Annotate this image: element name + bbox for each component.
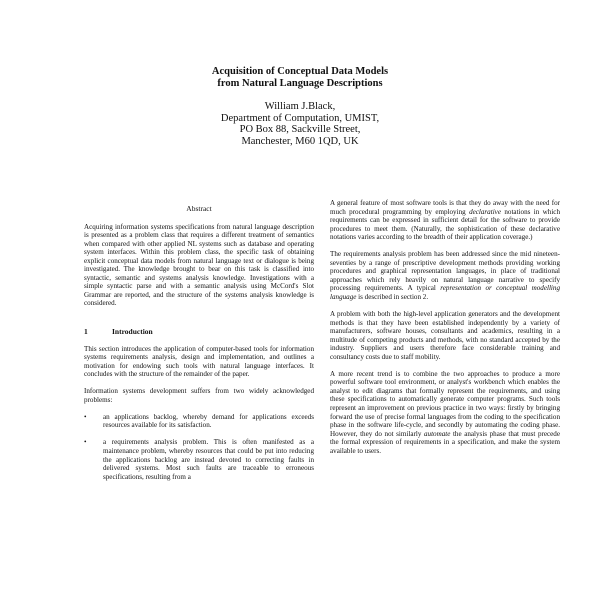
author-address: PO Box 88, Sackville Street, xyxy=(239,124,361,135)
intro-paragraph: This section introduces the application of computer-based tools for information systems requirements analysis, design and implementation, and outlines a motivation for endowing such tools with natural language interfaces. It concludes with the structure of the remainder of the paper. xyxy=(84,344,314,379)
problem-list xyxy=(84,413,314,481)
section-number: 1 xyxy=(84,327,88,337)
title-line: from Natural Language Descriptions xyxy=(217,78,383,89)
body-paragraph: A more recent trend is to combine the two approaches to produce a more powerful software tool environment, or analyst's workbench which enables the analyst to edit diagrams that formally represent the requirements, and using these specifications to automatically generate computer programs. Such tools represent an improvement on previous practice in two ways: firstly by bringing forward the use of precise formal languages from the coding to the specification phase in the software life-cycle, and secondly by automating the coding phase. However, they do not similarly automate the analysis phase that must precede the formal expression of requirements in a specification, and make the system available to users. xyxy=(330,369,560,455)
emphasis: representation or conceptual modelling language xyxy=(330,284,560,301)
section-title: Introduction xyxy=(112,327,153,337)
intro-paragraph: Information systems development suffers from two widely acknowledged problems: xyxy=(84,387,314,404)
list-item xyxy=(84,413,314,430)
paper-title xyxy=(150,66,450,90)
emphasis: declarative xyxy=(469,207,501,216)
body-paragraph: A problem with both the high-level application generators and the development methods is that they have been established independently by a variety of manufacturers, software houses, consultants and academics, resulting in a multitude of competing products and methods, with no standard accepted by the industry. Suppliers and users therefore face considerable training and consultancy costs due to staff mobility. xyxy=(330,310,560,361)
abstract-heading: Abstract xyxy=(186,204,212,213)
author-affiliation: Department of Computation, UMIST, xyxy=(220,112,380,124)
body-paragraph: The requirements analysis problem has been addressed since the mid nineteen-seventies by a range of prescriptive development methods providing working procedures and graphical representation languages, in place of traditional approaches which rely heavily on natural language narrative to specify processing requirements. A typical representation or conceptual modelling language is described in section 2. xyxy=(330,250,560,301)
section-heading xyxy=(84,328,314,337)
body-paragraph: A general feature of most software tools is that they do away with the need for much procedural programming by employing declarative notations in which requirements can be expressed in sufficient detail for the software to provide procedures to meet them. (Naturally, the sophistication of these declarative notations varies according to the breadth of their application coverage.) xyxy=(330,199,560,242)
abstract-text: Acquiring information systems specifications from natural language description is presented as a problem class that requires a different treatment of semantics when compared with other applied NL systems such as database and operating system interfaces. Within this problem class, the specific task of obtaining explicit conceptual data models from natural language text or dialogue is being investigated. The knowledge brought to bear on this task is classified into syntactic, semantic and systems analysis knowledge. Investigations with a simple syntactic parse and with a semantic analysis using McCord's Slot Grammar are reported, and the structure of the systems analysis knowledge is considered. xyxy=(84,222,314,308)
bullet-icon: • xyxy=(84,412,87,421)
right-column xyxy=(330,199,560,464)
title-line: Acquisition of Conceptual Data Models xyxy=(211,66,389,77)
list-item xyxy=(84,438,314,481)
list-item-text: a requirements analysis problem. This is often manifested as a maintenance problem, whereby resources that could be put into reducing the applications backlog are instead devoted to correcting faults in delivered systems. Most such faults are traceable to erroneous specifications, resulting from a xyxy=(103,438,314,481)
bullet-icon: • xyxy=(84,438,87,447)
left-column xyxy=(84,205,314,490)
author-city: Manchester, M60 1QD, UK xyxy=(241,135,359,147)
author-name: William J.Black, xyxy=(264,101,336,112)
list-item-text: an applications backlog, whereby demand for applications exceeds resources available for its satisfaction. xyxy=(103,412,314,430)
emphasis: automate xyxy=(423,429,451,438)
author-block xyxy=(150,101,450,147)
